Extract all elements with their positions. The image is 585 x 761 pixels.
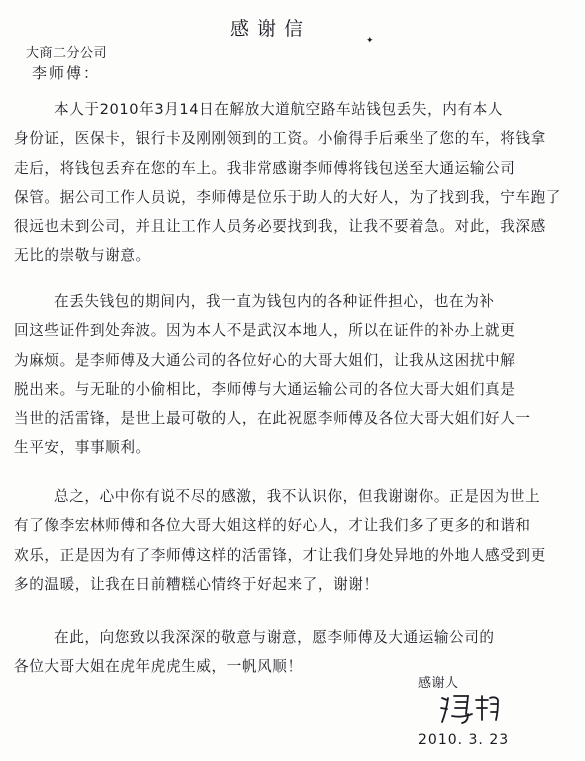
paragraph-2 — [14, 287, 574, 463]
paragraph-line: 身份证，医保卡，银行卡及刚刚领到的工资。小偷得手后乘坐了您的车，将钱拿 — [14, 130, 546, 148]
paragraph-line: 脱出来。与无耻的小偷相比，李师傅与大通运输公司的各位大哥大姐们真是 — [14, 380, 516, 398]
corner-mark: ✦ — [366, 36, 375, 46]
signature-label: 感谢人 — [418, 676, 459, 691]
paragraph-line: 在丢失钱包的期间内，我一直为钱包内的各种证件担心，也在为补 — [54, 293, 495, 310]
paragraph-line: 本人于2010年3月14日在解放大道航空路车站钱包丢失，内有本人 — [54, 101, 504, 118]
paragraph-1 — [14, 95, 574, 271]
paragraph-line: 有了像李宏林师傅和各位大哥大姐这样的好心人，才让我们多了更多的和谐和 — [14, 517, 531, 535]
paragraph-line: 生平安，事事顺利。 — [14, 439, 151, 457]
letter-title: 感谢信 — [230, 18, 312, 40]
paragraph-4 — [14, 623, 574, 682]
paragraph-line: 当世的活雷锋，是世上最可敬的人，在此祝愿李师傅及各位大哥大姐们好人一 — [14, 410, 531, 428]
paragraph-line: 回这些证件到处奔波。因为本人不是武汉本地人，所以在证件的补办上就更 — [14, 322, 516, 340]
paragraph-line: 无比的崇敬与谢意。 — [14, 247, 151, 265]
paragraph-line: 为麻烦。是李师傅及大通公司的各位好心的大哥大姐们，让我从这困扰中解 — [14, 351, 516, 369]
paragraph-line: 多的温暖，让我在日前糟糕心情终于好起来了，谢谢！ — [14, 575, 379, 593]
paragraph-line: 在此，向您致以我深深的敬意与谢意，愿李师傅及大通运输公司的 — [54, 629, 495, 646]
paragraph-line: 保管。据公司工作人员说，李师傅是位乐于助人的大好人，为了找到我，宁车跑了 — [14, 188, 561, 206]
paragraph-3 — [14, 482, 574, 599]
paragraph-line: 各位大哥大姐在虎年虎虎生威，一帆风顺！ — [14, 658, 303, 676]
signature-date: 2010. 3. 23 — [418, 732, 510, 748]
paragraph-line: 总之，心中你有说不尽的感激，我不认识你，但我谢谢你。正是因为世上 — [54, 488, 541, 505]
paragraph-line: 欢乐，正是因为有了李师傅这样的活雷锋，才让我们身处异地的外地人感受到更 — [14, 546, 546, 564]
recipient-org: 大商二分公司 — [26, 46, 108, 61]
paragraph-line: 很远也未到公司，并且让工作人员务必要找到我，让我不要着急。对此，我深感 — [14, 218, 546, 236]
recipient-name: 李师傅： — [32, 64, 101, 82]
handwritten-signature — [438, 690, 508, 726]
paragraph-line: 走后，将钱包丢弃在您的车上。我非常感谢李师傅将钱包送至大通运输公司 — [14, 159, 516, 177]
